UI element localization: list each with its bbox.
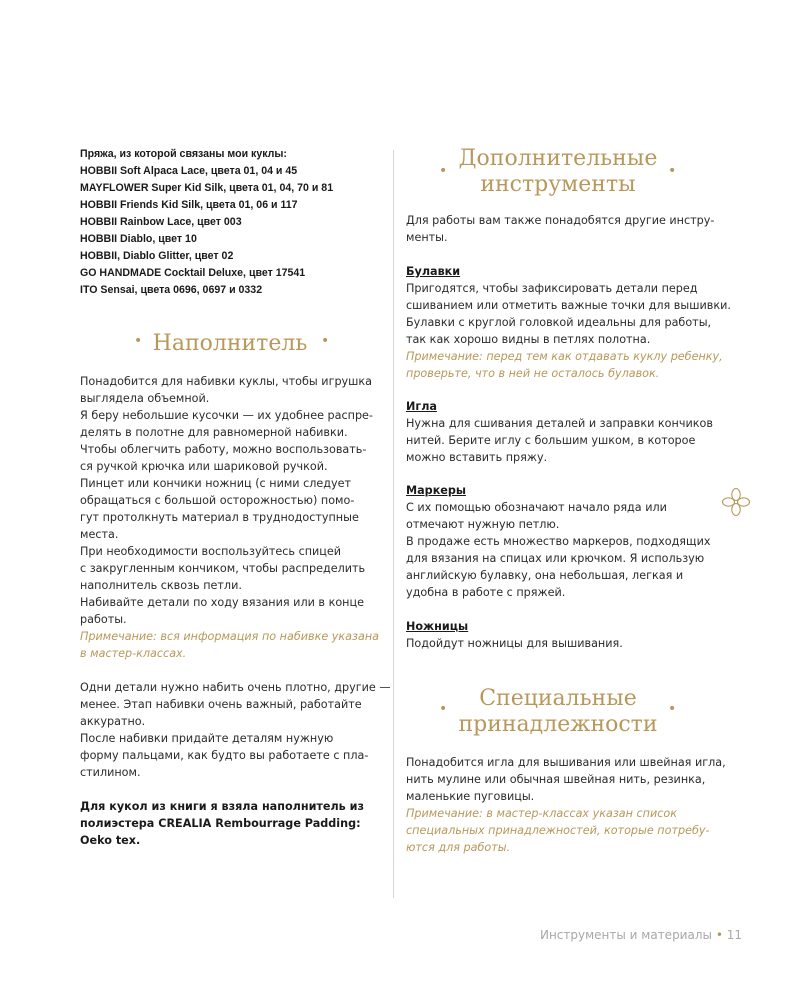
- text-line: менее. Этап набивки очень важный, работайте: [80, 698, 362, 711]
- scissors-heading: Ножницы: [406, 620, 469, 633]
- markers-section: [406, 482, 710, 601]
- text-line: Oeko tex.: [80, 834, 141, 847]
- text-line: менты.: [406, 231, 448, 244]
- text-line: ся ручкой крючка или шариковой ручкой.: [80, 460, 328, 473]
- column-divider: [393, 150, 394, 898]
- text-line: для вязания на спицах или крючком. Я использую: [406, 552, 705, 565]
- needle-heading: Игла: [406, 400, 437, 413]
- footer-section: Инструменты и материалы: [539, 928, 712, 942]
- special-title-line: Специальные: [479, 686, 637, 711]
- yarn-item: HOBBII Friends Kid Silk, цвета 01, 06 и 117: [80, 199, 298, 211]
- text-line: Одни детали нужно набить очень плотно, другие —: [80, 681, 391, 694]
- text-line: форму пальцами, как будто вы работаете с пла-: [80, 749, 369, 762]
- text-line: аккуратно.: [80, 715, 146, 728]
- special-note: специальных принадлежностей, которые потребу-: [406, 824, 710, 837]
- filler-note: в мастер-классах.: [80, 647, 187, 660]
- needle-section: [406, 398, 713, 466]
- flower-ornament-icon: [720, 486, 752, 518]
- heading-dot-icon: •: [439, 163, 448, 179]
- text-line: английскую булавку, она небольшая, легкая и: [406, 569, 684, 582]
- pins-heading: Булавки: [406, 265, 461, 278]
- page-number: 11: [726, 928, 742, 942]
- text-line: стилином.: [80, 766, 141, 779]
- text-line: удобна в работе с пряжей.: [406, 586, 566, 599]
- tools-title-line: инструменты: [480, 172, 636, 197]
- text-line: Подойдут ножницы для вышивания.: [406, 637, 623, 650]
- text-line: нить мулине или обычная швейная нить, резинка,: [406, 773, 706, 786]
- footer-bullet: •: [715, 928, 723, 942]
- text-line: так как хорошо видны в петлях полотна.: [406, 333, 651, 346]
- tools-intro: [406, 212, 714, 246]
- text-line: Булавки с круглой головкой идеальны для работы,: [406, 316, 712, 329]
- text-line: сшиванием или отметить важные точки для вышивки.: [406, 299, 731, 312]
- filler-paragraph-2: [80, 679, 391, 781]
- text-line: Понадобится для набивки куклы, чтобы игрушка: [80, 375, 373, 388]
- text-line: маленькие пуговицы.: [406, 790, 535, 803]
- text-line: отмечают нужную петлю.: [406, 518, 560, 531]
- text-line: полиэстера CREALIA Rembourrage Padding:: [80, 817, 361, 830]
- text-line: Понадобится игла для вышивания или швейная игла,: [406, 756, 726, 769]
- text-line: С их помощью обозначают начало ряда или: [406, 501, 667, 514]
- text-line: Нужна для сшивания деталей и заправки кончиков: [406, 417, 713, 430]
- tools-title-line: Дополнительные: [458, 146, 658, 171]
- special-note: Примечание: в мастер-классах указан список: [406, 807, 677, 820]
- yarn-item: HOBBII Rainbow Lace, цвет 003: [80, 216, 242, 228]
- text-line: нитей. Берите иглу с большим ушком, в которое: [406, 434, 696, 447]
- text-line: При необходимости воспользуйтесь спицей: [80, 545, 342, 558]
- yarn-item: MAYFLOWER Super Kid Silk, цвета 01, 04, 70 и 81: [80, 182, 334, 194]
- heading-dot-icon: •: [321, 333, 330, 349]
- yarn-item: HOBBII Diablo, цвет 10: [80, 233, 197, 245]
- text-line: гут протолкнуть материал в труднодоступные: [80, 511, 359, 524]
- text-line: После набивки придайте деталям нужную: [80, 732, 334, 745]
- filler-note: Примечание: вся информация по набивке указана: [80, 630, 380, 643]
- text-line: обращаться с большой осторожностью) помо-: [80, 494, 355, 507]
- filler-heading: [150, 331, 310, 357]
- text-line: Набивайте детали по ходу вязания или в конце: [80, 596, 364, 609]
- filler-bold-note: [80, 798, 364, 849]
- yarn-item: HOBBII Soft Alpaca Lace, цвета 01, 04 и 45: [80, 165, 298, 177]
- text-line: Пинцет или кончики ножниц (с ними следует: [80, 477, 352, 490]
- text-line: Для работы вам также понадобятся другие инстру-: [406, 214, 715, 227]
- text-line: наполнитель сквозь петли.: [80, 579, 242, 592]
- heading-dot-icon: •: [668, 701, 677, 717]
- yarn-item: HOBBII, Diablo Glitter, цвет 02: [80, 250, 234, 262]
- pins-note: проверьте, что в ней не осталось булавок.: [406, 367, 660, 380]
- text-line: Чтобы облегчить работу, можно воспользовать-: [80, 443, 367, 456]
- text-line: выглядела объемной.: [80, 392, 210, 405]
- markers-heading: Маркеры: [406, 484, 466, 497]
- text-line: делять в полотне для равномерной набивки.: [80, 426, 348, 439]
- yarn-item: GO HANDMADE Cocktail Deluxe, цвет 17541: [80, 267, 306, 279]
- special-heading: [446, 686, 670, 738]
- special-section: [406, 754, 726, 856]
- text-line: с закругленным кончиком, чтобы распределить: [80, 562, 366, 575]
- text-line: можно вставить пряжу.: [406, 451, 548, 464]
- text-line: Для кукол из книги я взяла наполнитель из: [80, 800, 364, 813]
- text-line: Я беру небольшие кусочки — их удобнее распре-: [80, 409, 373, 422]
- text-line: Пригодятся, чтобы зафиксировать детали перед: [406, 282, 698, 295]
- special-note: ются для работы.: [406, 841, 511, 854]
- page-footer: [540, 928, 742, 942]
- scissors-section: [406, 618, 623, 652]
- heading-dot-icon: •: [134, 333, 143, 349]
- filler-paragraph-1: [80, 373, 379, 662]
- text-line: В продаже есть множество маркеров, подходящих: [406, 535, 711, 548]
- yarn-list-title: Пряжа, из которой связаны мои куклы:: [80, 148, 287, 160]
- yarn-list: [80, 146, 390, 299]
- filler-title: Наполнитель: [152, 331, 308, 356]
- heading-dot-icon: •: [668, 163, 677, 179]
- heading-dot-icon: •: [439, 701, 448, 717]
- pins-note: Примечание: перед тем как отдавать куклу ребенку,: [406, 350, 723, 363]
- text-line: работы.: [80, 613, 127, 626]
- special-title-line: принадлежности: [458, 712, 658, 737]
- yarn-item: ITO Sensai, цвета 0696, 0697 и 0332: [80, 284, 263, 296]
- pins-section: [406, 263, 731, 382]
- text-line: места.: [80, 528, 119, 541]
- tools-heading: [446, 146, 670, 198]
